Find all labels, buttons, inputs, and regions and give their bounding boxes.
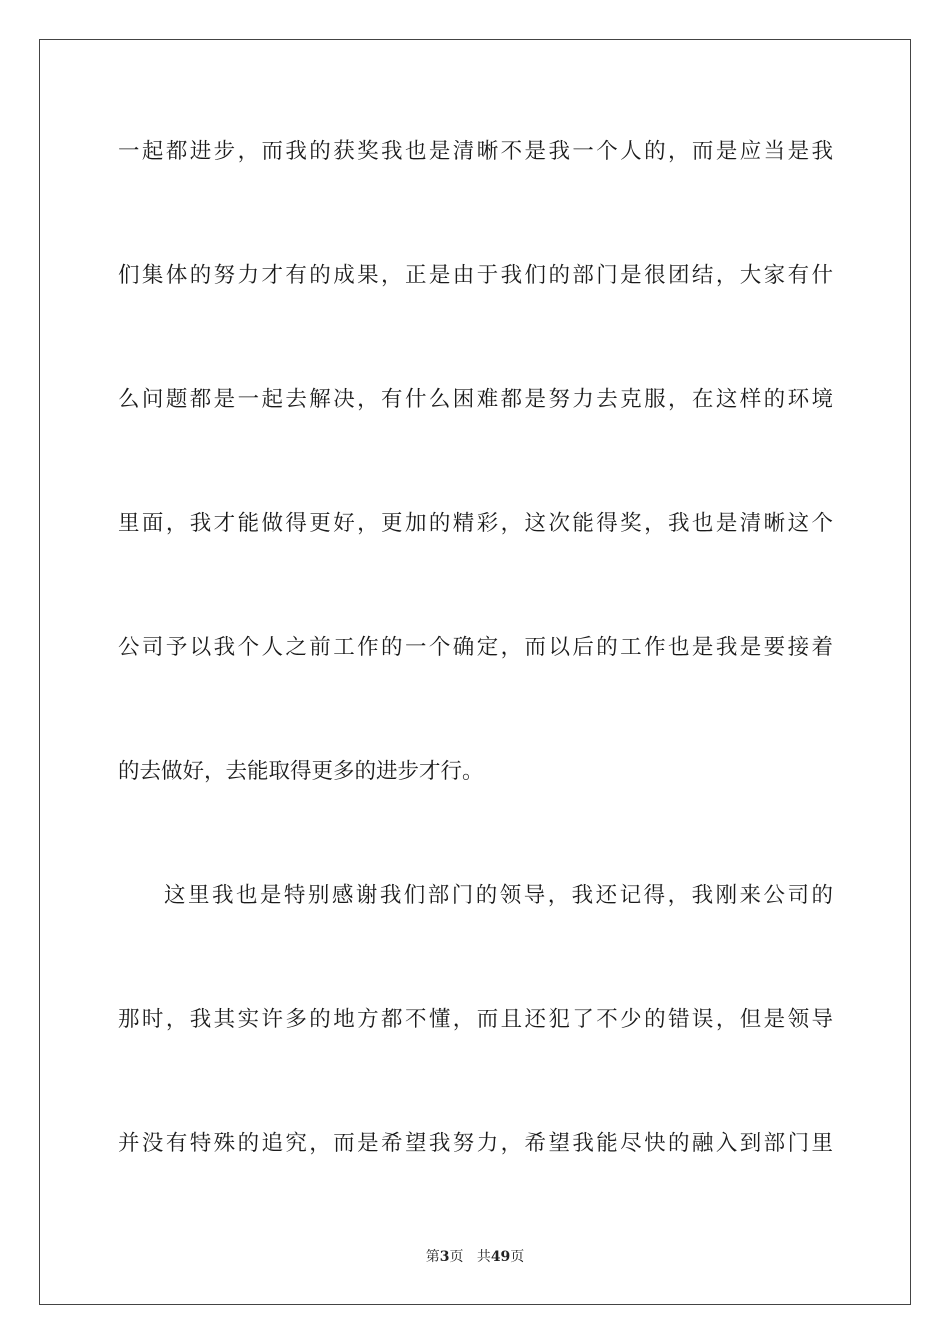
page-label-prefix: 第 xyxy=(425,1249,440,1265)
body-text-line: 的去做好，去能取得更多的进步才行。 xyxy=(118,759,484,784)
page-border xyxy=(39,39,911,1305)
page-label-suffix: 页 xyxy=(449,1249,464,1265)
body-text-line: 里面，我才能做得更好，更加的精彩，这次能得奖，我也是清晰这个 xyxy=(118,511,833,536)
total-label-prefix: 共 xyxy=(476,1249,491,1265)
total-page-count: 49 xyxy=(490,1249,511,1265)
body-text-line: 么问题都是一起去解决，有什么困难都是努力去克服，在这样的环境 xyxy=(118,387,833,412)
page-footer xyxy=(0,1247,950,1267)
body-text-line: 们集体的努力才有的成果，正是由于我们的部门是很团结，大家有什 xyxy=(118,263,833,288)
body-text-line: 公司予以我个人之前工作的一个确定，而以后的工作也是我是要接着 xyxy=(118,635,833,660)
current-page-number: 3 xyxy=(439,1249,450,1265)
total-label-suffix: 页 xyxy=(510,1249,525,1265)
body-text-line: 一起都进步，而我的获奖我也是清晰不是我一个人的，而是应当是我 xyxy=(118,139,833,164)
body-text-line: 那时，我其实许多的地方都不懂，而且还犯了不少的错误，但是领导 xyxy=(118,1007,833,1032)
paragraph-first-line: 这里我也是特别感谢我们部门的领导，我还记得，我刚来公司的 xyxy=(164,883,833,908)
body-text-line: 并没有特殊的追究，而是希望我努力，希望我能尽快的融入到部门里 xyxy=(118,1131,833,1156)
